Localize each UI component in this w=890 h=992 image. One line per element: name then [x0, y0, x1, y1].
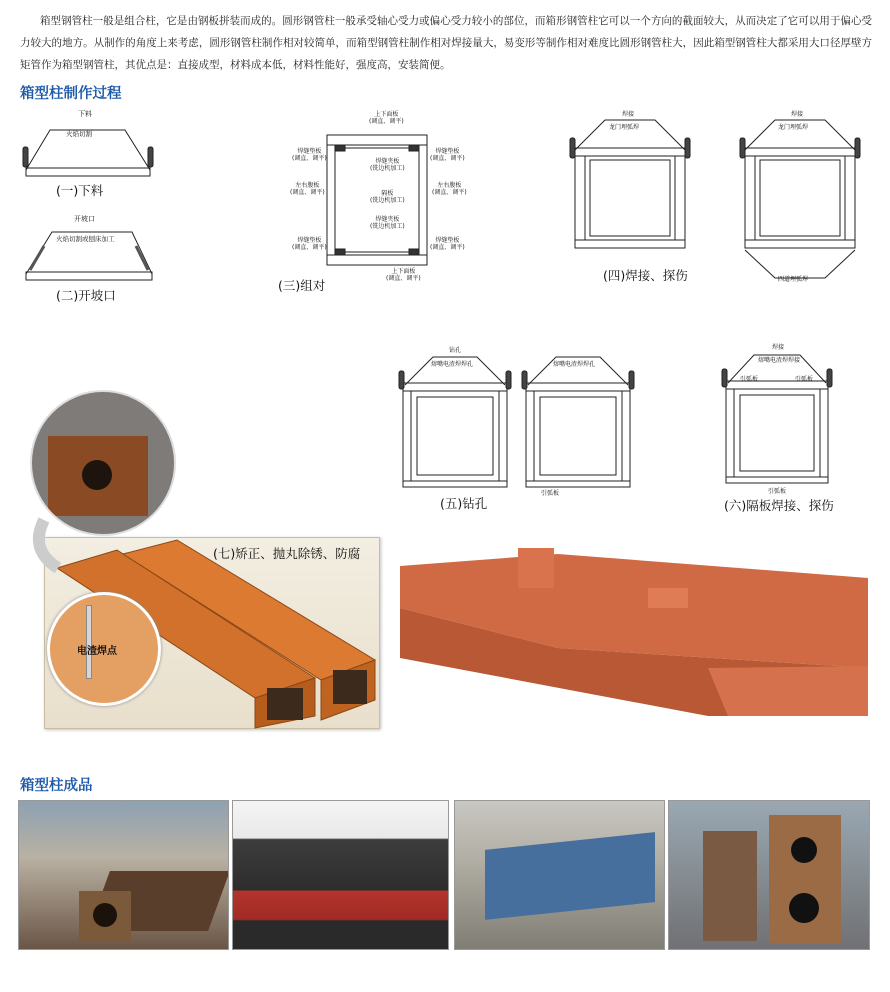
step6-caption: (六)隔板焊接、探伤 [724, 498, 834, 513]
s5-right-inner: 熔嘴电渣焊焊孔 [553, 361, 596, 368]
s3-left-web: 左右腹板 (调直、调平) [290, 182, 325, 196]
step2-caption: (二)开坡口 [56, 288, 116, 303]
step4-right-diagram [735, 110, 865, 285]
step1-top-label: 下料 [78, 110, 92, 118]
flow-arrow-icon [24, 520, 64, 580]
s4-left-top: 焊接 [622, 111, 635, 118]
drilled-column-photo [30, 390, 176, 536]
s3-bottom-label: 上下面板 (调直、调平) [386, 268, 421, 282]
s4-right-bottom: 四道埋弧焊 [778, 276, 809, 283]
step4-left-diagram [565, 110, 695, 260]
s3-center-top: 焊缝夹板 (铣边机加工) [370, 158, 405, 172]
product-photo-4 [668, 800, 870, 950]
s6-inner: 熔嘴电渣焊焊接 [758, 357, 801, 364]
intro-paragraph: 箱型钢管柱一般是组合柱，它是由钢板拼装而成的。圆形钢管柱一般承受轴心受力或偏心受力较小的部位，而箱形钢管柱它可以一个方向的截面较大，从而决定了它可以用于偏心受力较大的地方。从制作的角度上来考虑，圆形钢管柱制作相对较简单，而箱型钢管柱制作相对焊接量大，易变形等制作相对难度比圆形钢管柱大，因此箱型钢管柱大都采用大口径厚壁方矩管作为箱型钢管柱，其优点是：直接成型，材料成本低，材料性能好，强度高，安装简便。 [20, 15, 872, 71]
step4-caption: (四)焊接、探伤 [603, 268, 688, 283]
s4-right-inner: 龙门埋弧焊 [778, 124, 809, 131]
product-photo-3 [454, 800, 665, 950]
process-section-title: 箱型柱制作过程 [20, 86, 122, 102]
s3-top-label: 上下面板 (调直、调平) [369, 111, 404, 125]
s4-left-inner: 龙门埋弧焊 [609, 124, 640, 131]
s3-left-top-pad: 焊缝垫板 (调直、调平) [292, 148, 327, 162]
s5-top: 钻孔 [449, 347, 462, 354]
step1-inner-label: 火焰切割 [66, 130, 92, 138]
s3-right-web: 左右腹板 (调直、调平) [432, 182, 467, 196]
s3-right-bottom-pad: 焊缝垫板 (调直、调平) [430, 237, 465, 251]
step5-caption: (五)钻孔 [440, 496, 488, 511]
products-section-title: 箱型柱成品 [20, 778, 93, 794]
step7-panel [44, 537, 380, 729]
s3-right-top-pad: 焊缝垫板 (调直、调平) [430, 148, 465, 162]
s3-center-mid: 隔板 (铣边机加工) [370, 190, 405, 204]
box-column-photo [398, 548, 870, 716]
step1-diagram [20, 120, 155, 180]
s3-center-bottom: 焊缝夹板 (铣边机加工) [370, 216, 405, 230]
s5-left-inner: 熔嘴电渣焊焊孔 [431, 361, 474, 368]
s4-right-top: 焊接 [791, 111, 804, 118]
s6-bottom-tag: 引弧板 [768, 488, 787, 495]
step2-top-label: 开坡口 [74, 215, 95, 223]
spot-label: 电渣焊点 [77, 646, 117, 657]
s6-top: 焊接 [772, 344, 785, 351]
product-photo-2 [232, 800, 449, 950]
s6-right-tag: 引弧板 [795, 376, 814, 383]
step2-inner-label: 火焰切割或刨床加工 [56, 235, 115, 243]
s6-left-tag: 引弧板 [740, 376, 759, 383]
step7-caption: (七)矫正、抛丸除锈、防腐 [213, 546, 361, 561]
step3-caption: (三)组对 [278, 278, 326, 293]
s5-right-bottom: 引弧板 [541, 490, 560, 497]
product-photo-1 [18, 800, 229, 950]
step6-diagram [720, 345, 835, 490]
step1-caption: (一)下料 [56, 183, 104, 198]
s3-left-bottom-pad: 焊缝垫板 (调直、调平) [292, 237, 327, 251]
